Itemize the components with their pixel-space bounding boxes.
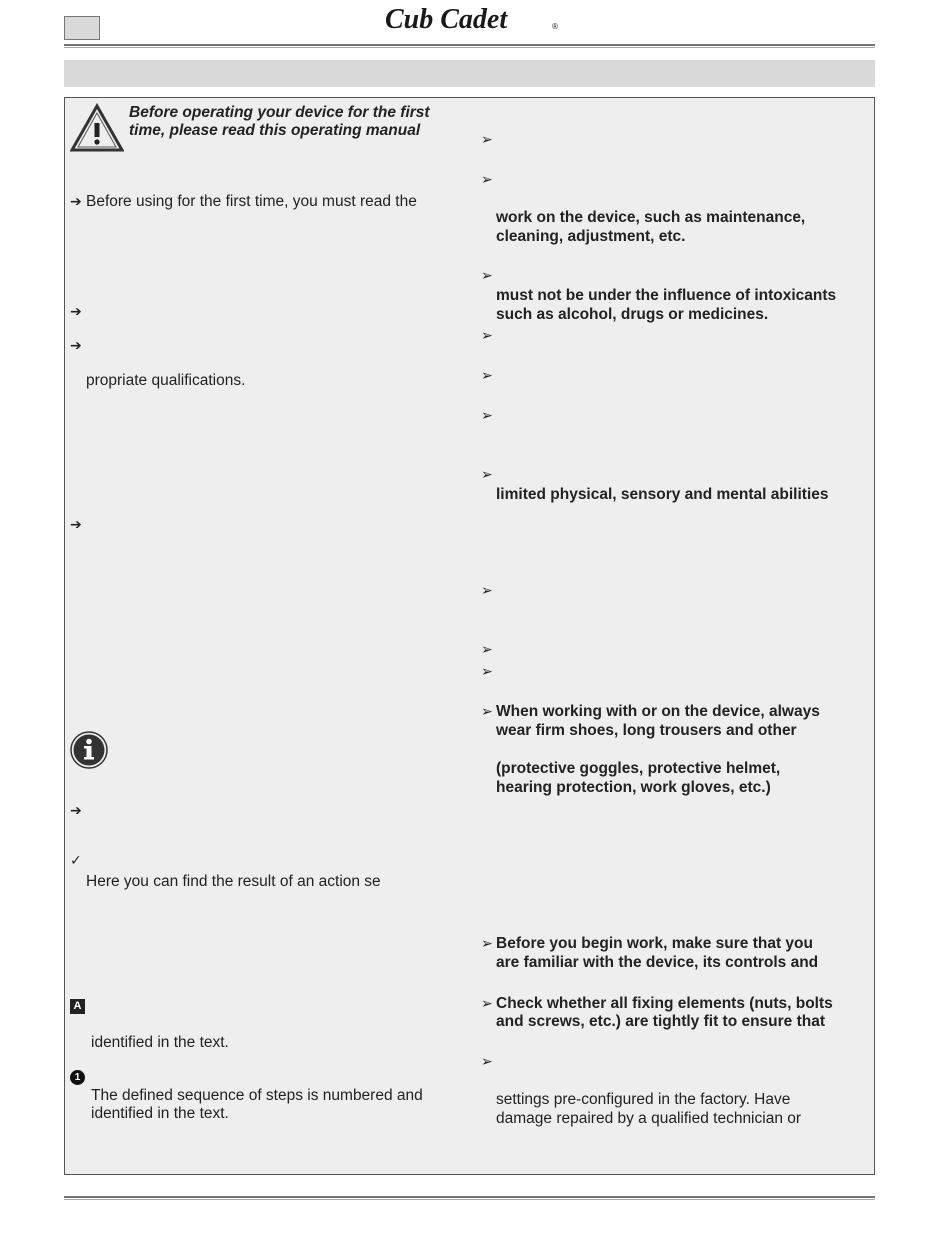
left-item-result: Here you can find the result of an action se [86,873,381,890]
left-item-sequence-line1: The defined sequence of steps is numbered and [91,1087,423,1104]
arrow-marker: ➔ [70,303,82,319]
left-item-read-manual: Before using for the first time, you must read the [86,193,417,210]
chevron-marker: ➢ [481,935,493,951]
chevron-marker: ➢ [481,367,493,383]
right-item-line: (protective goggles, protective helmet, [496,760,781,777]
arrow-marker: ➔ [70,516,82,532]
arrow-marker: ➔ [70,802,82,818]
warning-note-line2: time, please read this operating manual [129,122,421,139]
arrow-marker: ➔ [70,193,82,209]
chevron-marker: ➢ [481,407,493,423]
right-item-line: are familiar with the device, its controls and [496,954,819,971]
arrow-marker: ➔ [70,337,82,353]
chevron-marker: ➢ [481,663,493,679]
footer-rule-thin [64,1199,875,1200]
left-item-identified-a: identified in the text. [91,1034,229,1051]
right-item-line: must not be under the influence of intoxicants [496,287,837,304]
brand-text: Cub Cadet [385,4,508,35]
footer-rule [64,1196,875,1198]
chevron-marker: ➢ [481,131,493,147]
section-title-band [64,60,875,87]
right-item-line: cleaning, adjustment, etc. [496,228,686,245]
header-rule-thin [64,47,875,48]
registered-mark: ® [552,22,558,31]
right-item-line: work on the device, such as maintenance, [496,209,806,226]
chevron-marker: ➢ [481,641,493,657]
chevron-marker: ➢ [481,1053,493,1069]
step-1-marker: 1 [70,1070,85,1085]
label-a-marker: A [70,999,85,1014]
info-icon [70,731,108,769]
chevron-marker: ➢ [481,171,493,187]
right-item-line: Check whether all fixing elements (nuts, bolts [496,995,833,1012]
chevron-marker: ➢ [481,327,493,343]
right-item-line: and screws, etc.) are tightly fit to ensure that [496,1013,826,1030]
warning-note-line1: Before operating your device for the first [129,104,430,121]
right-item-line: wear firm shoes, long trousers and other [496,722,797,739]
check-marker: ✓ [70,852,82,868]
cub-cadet-logo [385,2,565,36]
chevron-marker: ➢ [481,267,493,283]
right-item-line: settings pre-configured in the factory. Have [496,1091,791,1108]
chevron-marker: ➢ [481,466,493,482]
page-number-box [64,16,100,40]
left-item-qualifications: propriate qualifications. [86,372,246,389]
right-item-line: damage repaired by a qualified technician or [496,1110,802,1127]
left-item-sequence-line2: identified in the text. [91,1105,229,1122]
right-item-line: limited physical, sensory and mental abilities [496,486,829,503]
chevron-marker: ➢ [481,995,493,1011]
right-item-line: Before you begin work, make sure that you [496,935,813,952]
chevron-marker: ➢ [481,703,493,719]
right-item-line: hearing protection, work gloves, etc.) [496,779,771,796]
warning-icon [70,103,124,153]
header-rule [64,44,875,46]
chevron-marker: ➢ [481,582,493,598]
right-item-line: such as alcohol, drugs or medicines. [496,306,769,323]
right-item-line: When working with or on the device, always [496,703,820,720]
